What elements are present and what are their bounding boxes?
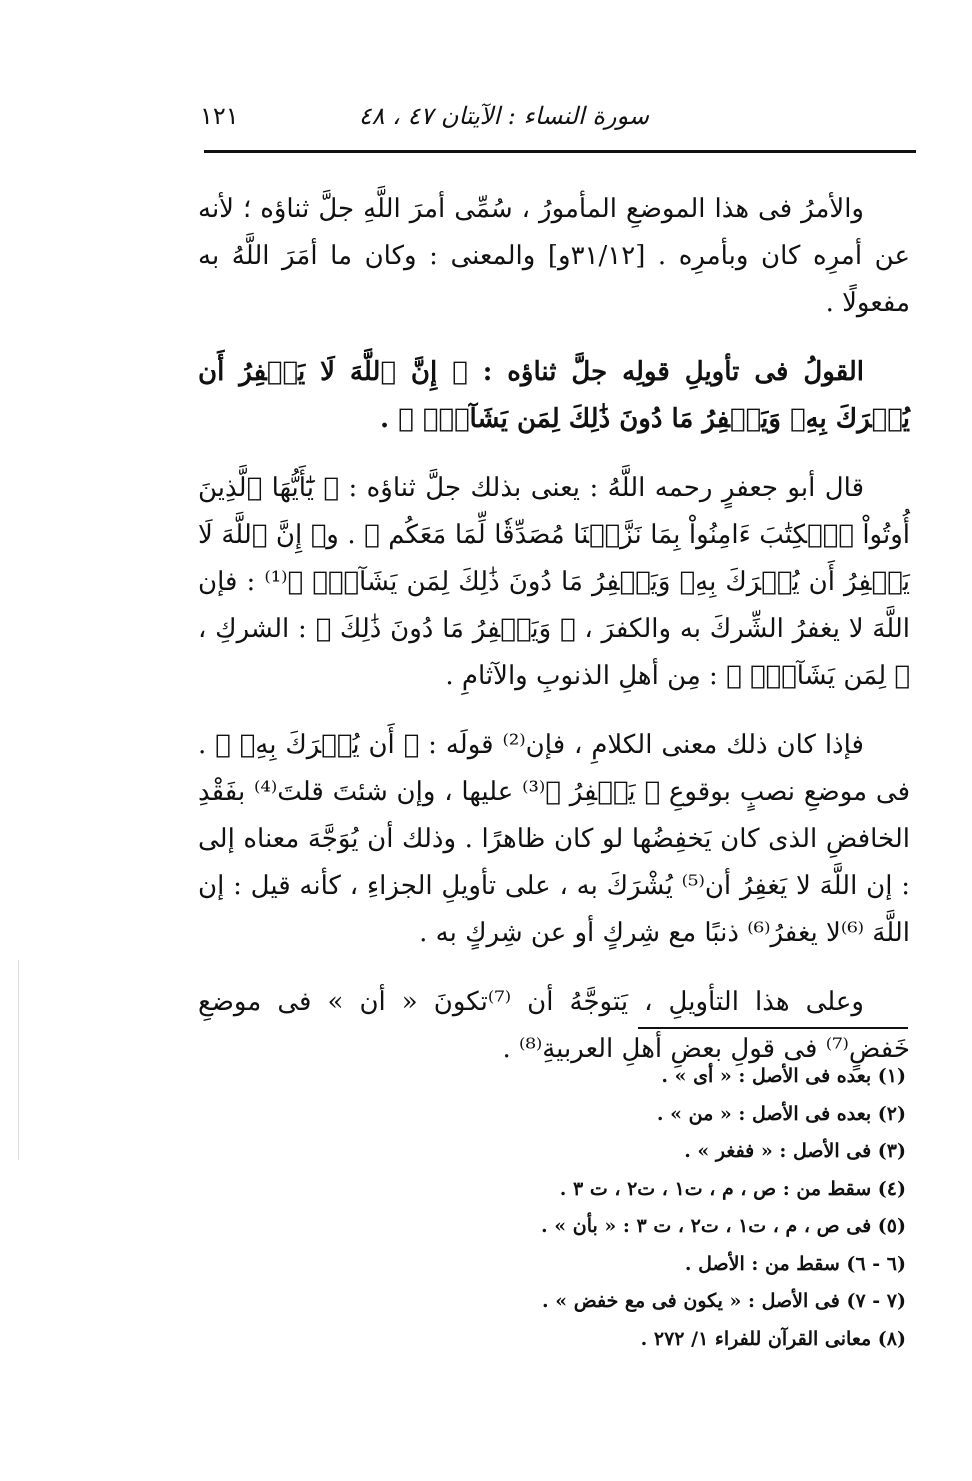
header-rule — [204, 150, 916, 153]
footnotes — [206, 1058, 906, 1358]
footnote: (٢) بعده فى الأصل : « من » . — [656, 1102, 906, 1125]
page-number: ١٢١ — [200, 102, 239, 130]
paragraph: فإذا كان ذلك معنى الكلامِ ، فإن⁽²⁾ قولَه : ﴿ أَن يُشۡرَكَ بِهِۦ ﴾ . فى موضعِ نصبٍ بوقوعِ ﴿ يَغۡفِرُ ﴾⁽³⁾ عليها ، وإن شئتَ قلتَ⁽⁴⁾ بفَقْدِ الخافضِ الذى كان يَخفِضُها لو كان ظاهرًا . وذلك أن يُوَجَّهَ معناه إلى : إن اللَّهَ لا يَغفِرُ أن⁽⁵⁾ يُشْرَكَ به ، على تأويلِ الجزاءِ ، كأنه قيل : إن اللَّهَ ⁽⁶⁾لا يغفرُ⁽⁶⁾ ذنبًا مع شِركٍ أو عن شِركٍ به . — [198, 730, 910, 948]
footnote: (٧ - ٧) فى الأصل : « يكون فى مع خفض » . — [541, 1290, 906, 1312]
footnote: (٦ - ٦) سقط من : الأصل . — [684, 1252, 906, 1275]
footnote: (١) بعده فى الأصل : « أى » . — [661, 1065, 906, 1087]
paragraph: والأمرُ فى هذا الموضعِ المأمورُ ، سُمِّى أمرَ اللَّهِ جلَّ ثناؤه ؛ لأنه عن أمرِه كان وبأمرِه . [٣١/١٢و] والمعنى : وكان ما أمَرَ اللَّهُ به مفعولًا . — [198, 194, 910, 318]
footnote: (٤) سقط من : ص ، م ، ت١ ، ت٢ ، ت ٣ . — [559, 1177, 906, 1200]
footnote: (٨) معانى القرآن للفراء ١/ ٢٧٢ . — [640, 1327, 906, 1350]
section-heading: القولُ فى تأويلِ قولِه جلَّ ثناؤه : ﴿ إِنَّ ٱللَّهَ لَا يَغۡفِرُ أَن يُشۡرَكَ بِهِۦ وَيَغۡفِرُ مَا دُونَ ذَٰلِكَ لِمَن يَشَآءُۚ ﴾ . — [198, 357, 910, 434]
running-title: سورة النساء : الآيتان ٤٧ ، ٤٨ — [358, 102, 649, 130]
paragraph: وعلى هذا التأويلِ ، يَتوجَّهُ أن ⁽⁷⁾تكونَ « أن » فى موضعِ خَفضٍ⁽⁷⁾ فى قولِ بعضِ أهلِ العربيةِ⁽⁸⁾ . — [198, 987, 910, 1064]
footnote: (٥) فى ص ، م ، ت١ ، ت٢ ، ت ٣ : « بأن » . — [541, 1215, 906, 1237]
footnote: (٣) فى الأصل : « ففغر » . — [684, 1140, 906, 1162]
main-text — [198, 186, 910, 1095]
scan-gutter-line — [18, 960, 19, 1160]
running-header — [200, 102, 914, 142]
paragraph: قال أبو جعفرٍ رحمه اللَّهُ : يعنى بذلك جلَّ ثناؤه : ﴿ يَٰٓأَيُّهَا ٱلَّذِينَ أُوتُواْ ٱلۡكِتَٰبَ ءَامِنُواْ بِمَا نَزَّلۡنَا مُصَدِّقٗا لِّمَا مَعَكُم ﴾ . و﴿ إِنَّ ٱللَّهَ لَا يَغۡفِرُ أَن يُشۡرَكَ بِهِۦ وَيَغۡفِرُ مَا دُونَ ذَٰلِكَ لِمَن يَشَآءُۚ ﴾⁽¹⁾ : فإن اللَّهَ لا يغفرُ الشِّركَ به والكفرَ ، ﴿ وَيَغۡفِرُ مَا دُونَ ذَٰلِكَ ﴾ : الشركِ ، ﴿ لِمَن يَشَآءُۚ ﴾ : مِن أهلِ الذنوبِ والآثامِ . — [198, 473, 910, 691]
footnote-rule — [638, 1027, 908, 1029]
